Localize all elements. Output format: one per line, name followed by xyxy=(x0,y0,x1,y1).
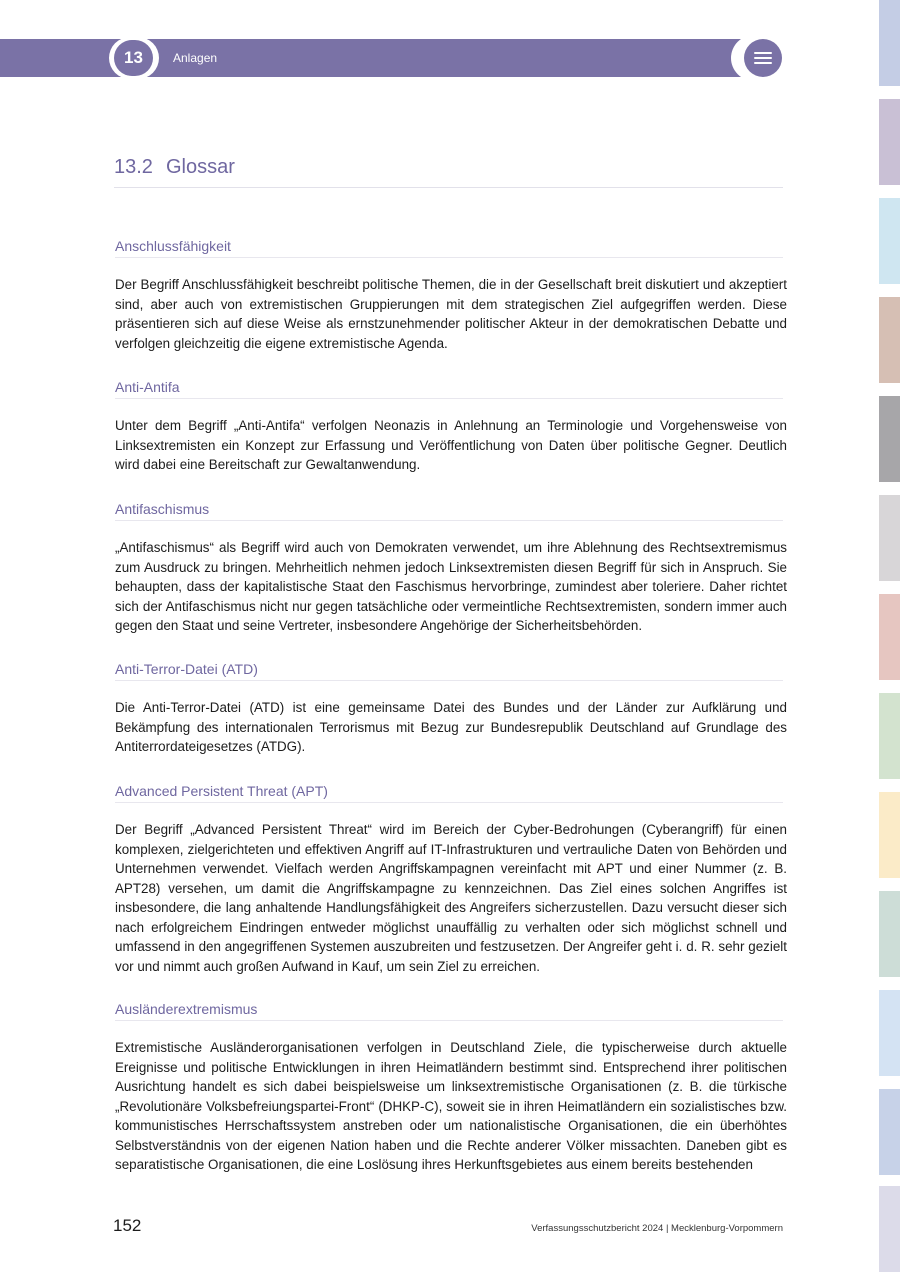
glossary-definition xyxy=(115,275,787,353)
hamburger-icon-line xyxy=(754,57,772,59)
glossary-term: Ausländerextremismus xyxy=(115,999,783,1021)
glossary-definition xyxy=(115,698,787,757)
chapter-number-badge: 13 xyxy=(114,40,153,76)
section-heading xyxy=(114,154,783,188)
definition-text: Der Begriff „Advanced Persistent Threat“ wird im Bereich der Cyber-Bedrohungen (Cyberangriff) für einen komplexen, zielgerichteten und effektiven Angriff auf IT-Infrastrukturen und vertrauliche Daten von Behörden und Unternehmen verwendet. Vielfach werden Angriffskampagnen vereinfacht mit APT und einer Nummer (z. B. APT28) versehen, um damit die Angriffskampagne zu kennzeichnen. Das Ziel eines solchen Angriffes ist insbesondere, die lang anhaltende Handlungsfähigkeit des Angreifers sicherzustellen. Dazu versucht dieser sich nach erfolgreichem Eindringen entweder möglichst unauffällig zu verhalten oder sich möglichst schnell und umfassend in den angegriffenen Systemen auszubreiten und festzusetzen. Der Angreifer geht i. d. R. sehr gezielt vor und nimmt auch großen Aufwand in Kauf, um sein Ziel zu erreichen. xyxy=(115,822,787,974)
definition-text: Die Anti-Terror-Datei (ATD) ist eine gemeinsame Datei des Bundes und der Länder zur Aufklärung und Bekämpfung des internationalen Terrorismus mit Bezug zur Bundesrepublik Deutschland auf Grundlage des Antiterrordateigesetzes (ATDG). xyxy=(115,700,787,754)
chapter-tab-3[interactable] xyxy=(879,198,900,284)
footer-publication: Verfassungsschutzbericht 2024 | Mecklenburg-Vorpommern xyxy=(531,1223,783,1234)
chapter-tab-4[interactable] xyxy=(879,297,900,383)
glossary-definition xyxy=(115,416,787,475)
chapter-tab-1[interactable] xyxy=(879,0,900,86)
glossary-term: Anti-Terror-Datei (ATD) xyxy=(115,659,783,681)
glossary-definition xyxy=(115,1038,787,1175)
glossary-definition xyxy=(115,820,787,976)
chapter-tab-7[interactable] xyxy=(879,594,900,680)
menu-button[interactable] xyxy=(744,39,782,77)
chapter-tab-2[interactable] xyxy=(879,99,900,185)
chapter-tab-5[interactable] xyxy=(879,396,900,482)
glossary-term: Anti-Antifa xyxy=(115,377,783,399)
glossary-term: Advanced Persistent Threat (APT) xyxy=(115,781,783,803)
glossary-definition xyxy=(115,538,787,636)
hamburger-icon-line xyxy=(754,52,772,54)
chapter-tab-13[interactable] xyxy=(879,1186,900,1272)
definition-text: Unter dem Begriff „Anti-Antifa“ verfolgen Neonazis in Anlehnung an Terminologie und Vorgehensweise von Linksextremisten ein Konzept zur Erfassung und Veröffentlichung von Daten über politische Gegner. Deutlich wird dabei eine Bereitschaft zur Gewaltanwendung. xyxy=(115,418,787,472)
page-number: 152 xyxy=(113,1216,142,1235)
definition-text: Der Begriff Anschlussfähigkeit beschreibt politische Themen, die in der Gesellschaft breit diskutiert und akzeptiert sind, aber auch von extremistischen Gruppierungen mit dem strategischen Ziel aufgegriffen werden. Diese präsentieren sich auf diese Weise als ernstzunehmender politischer Akteur in der demokratischen Debatte und verfolgen gleichzeitig die eigene extremistische Agenda. xyxy=(115,277,787,351)
chapter-tab-6[interactable] xyxy=(879,495,900,581)
section-title: Glossar xyxy=(166,156,235,178)
section-number: 13.2 xyxy=(114,156,153,178)
definition-text: „Antifaschismus“ als Begriff wird auch von Demokraten verwendet, um ihre Ablehnung des Rechtsextremismus zum Ausdruck zu bringen. Mehrheitlich nehmen jedoch Linksextremisten diesen Begriff für sich in Anspruch. Sie behaupten, dass der kapitalistische Staat den Faschismus hervorbringe, zumindest aber toleriere. Daher richtet sich der Antifaschismus nicht nur gegen tatsächliche oder vermeintliche Rechtsextremisten, sondern immer auch gegen den Staat und seine Vertreter, insbesondere Angehörige der Sicherheitsbehörden. xyxy=(115,540,787,633)
chapter-tab-12[interactable] xyxy=(879,1089,900,1175)
hamburger-icon-line xyxy=(754,62,772,64)
glossary-term: Antifaschismus xyxy=(115,499,783,521)
chapter-tab-8[interactable] xyxy=(879,693,900,779)
chapter-tab-11[interactable] xyxy=(879,990,900,1076)
glossary-term: Anschlussfähigkeit xyxy=(115,236,783,258)
chapter-title: Anlagen xyxy=(173,51,218,65)
definition-text: Extremistische Ausländerorganisationen verfolgen in Deutschland Ziele, die typischerweise durch aktuelle Ereignisse und politische Entwicklungen in ihren Heimatländern bestimmt sind. Entsprechend ihrer politischen Ausrichtung handelt es sich dabei beispielsweise um linksextremistische Organisationen (z. B. die türkische „Revolutionäre Volksbefreiungspartei-Front“ (DHKP-C), soweit sie in ihren Heimatländern ein sozialistisches bzw. kommunistisches Herrschaftssystem anstreben oder um nationalistische Organisationen, die ein überhöhtes Selbstverständnis von der eigenen Nation haben und die Rechte anderer Völker missachten. Daneben gibt es separatistische Organisationen, die eine Loslösung ihres Herkunftsgebietes aus einem bereits bestehenden xyxy=(115,1040,787,1172)
chapter-tab-10[interactable] xyxy=(879,891,900,977)
chapter-tab-9[interactable] xyxy=(879,792,900,878)
